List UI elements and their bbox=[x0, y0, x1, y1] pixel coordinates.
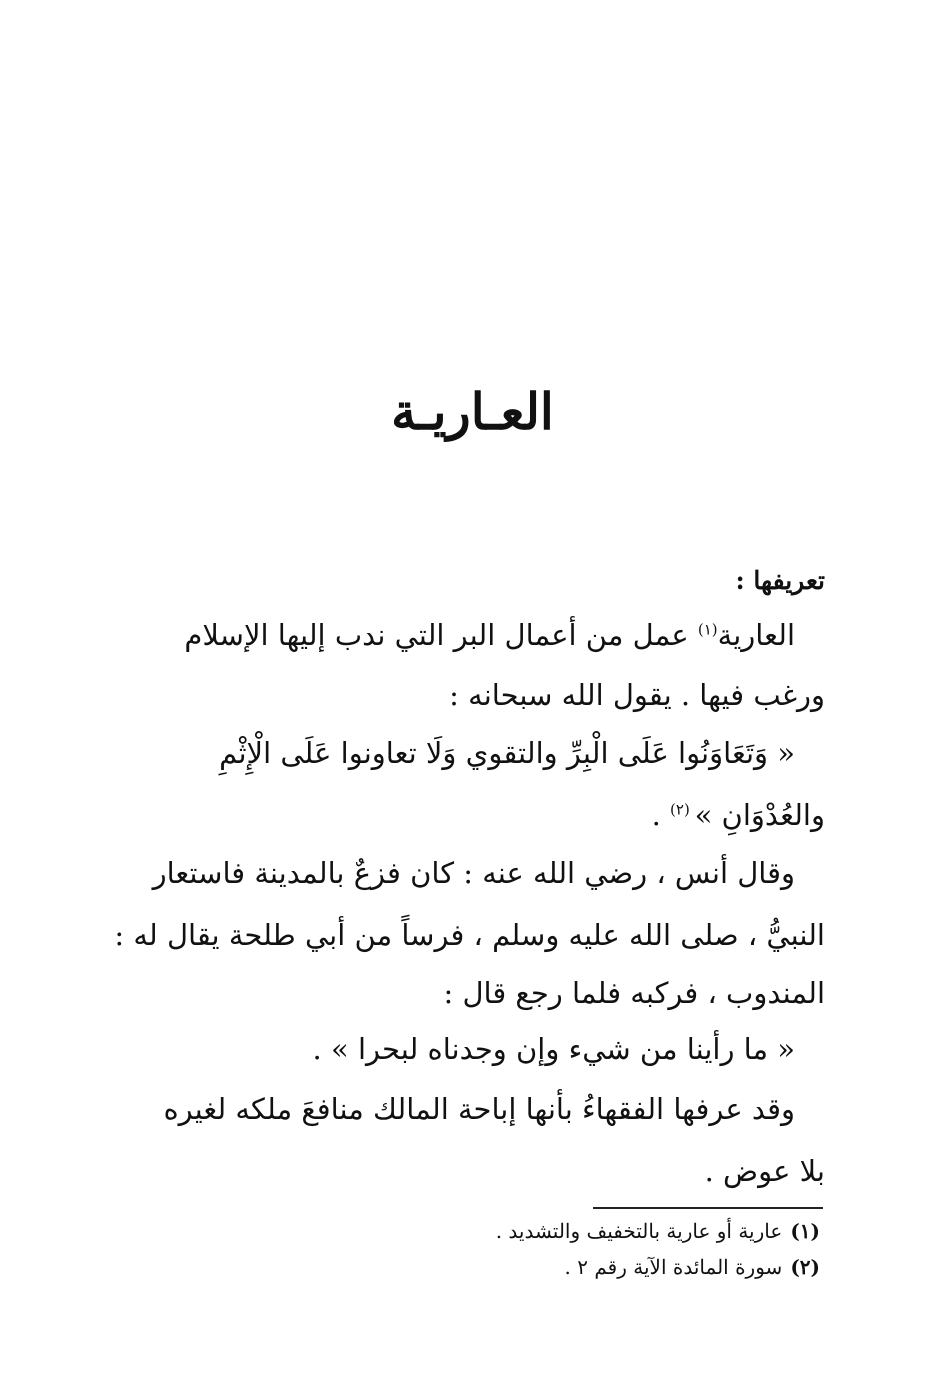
paragraph-3-line-1: وقد عرفها الفقهاءُ بأنها إباحة المالك منافعَ ملكه لغيره bbox=[163, 1092, 795, 1126]
footnote-ref-2: (٢) bbox=[670, 800, 695, 819]
footnote-ref-1: (١) bbox=[697, 620, 718, 639]
paragraph-2-line-1: وقال أنس ، رضي الله عنه : كان فزعٌ بالمدينة فاستعار bbox=[152, 856, 795, 890]
hadith-quote: « ما رأينا من شيء وإن وجدناه لبحرا » . bbox=[312, 1032, 795, 1066]
footnote-2 bbox=[565, 1254, 820, 1280]
quran-verse-period: . bbox=[651, 798, 671, 832]
paragraph-1-line-2: ورغب فيها . يقول الله سبحانه : bbox=[449, 678, 825, 712]
paragraph-3-line-2: بلا عوض . bbox=[704, 1154, 825, 1188]
body-text bbox=[114, 560, 825, 1200]
term-text: العارية bbox=[717, 618, 795, 652]
footnote-1-number: (١) bbox=[790, 1219, 820, 1243]
quran-verse-line-2 bbox=[652, 800, 825, 830]
paragraph-2-line-2: النبيُّ ، صلى الله عليه وسلم ، فرساً من أبي طلحة يقال له : bbox=[114, 918, 825, 952]
footnote-1 bbox=[496, 1218, 820, 1244]
footnote-1-text: عارية أو عارية بالتخفيف والتشديد . bbox=[495, 1219, 783, 1243]
quran-verse-line-1: « وَتَعَاوَنُوا عَلَى الْبِرِّ والتقوي وَلَا تعاونوا عَلَى الْإِثْمِ bbox=[219, 736, 795, 770]
footnote-2-number: (٢) bbox=[790, 1255, 820, 1279]
paragraph-1-text: عمل من أعمال البر التي ندب إليها الإسلام bbox=[184, 618, 698, 652]
footnote-divider bbox=[593, 1207, 823, 1209]
chapter-title: العـاريـة bbox=[391, 382, 554, 441]
paragraph-1-line-1 bbox=[184, 620, 795, 650]
section-heading: تعريفها : bbox=[735, 566, 825, 595]
paragraph-2-line-3: المندوب ، فركبه فلما رجع قال : bbox=[443, 976, 825, 1010]
footnote-2-text: سورة المائدة الآية رقم ٢ . bbox=[564, 1255, 783, 1279]
quran-verse-end: والعُدْوَانِ » bbox=[694, 798, 825, 832]
